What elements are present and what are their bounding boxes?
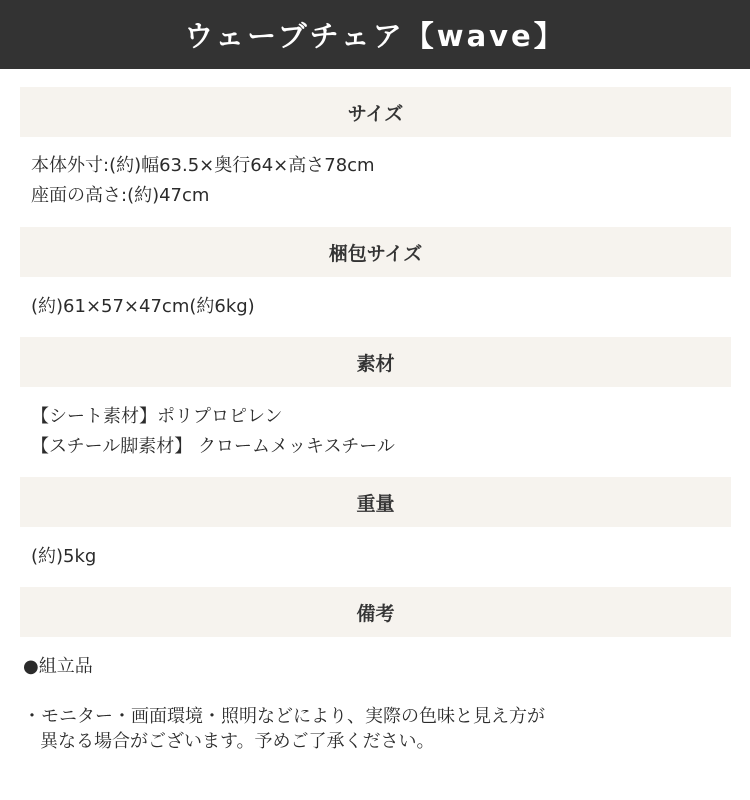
size-dimensions: 本体外寸:(約)幅63.5×奥行64×高さ78cm [31, 155, 375, 176]
disclaimer-line-1: ・モニター・画面環境・照明などにより、実際の色味と見え方が [23, 706, 545, 727]
leg-material: 【スチール脚素材】 クロームメッキスチール [31, 436, 395, 457]
section-header-material: 素材 [20, 337, 731, 387]
seat-material: 【シート素材】ポリプロピレン [31, 406, 283, 427]
assembly-note: ●組立品 [23, 656, 93, 677]
page-title: ウェーブチェア【wave】 [184, 19, 566, 53]
package-dimensions: (約)61×57×47cm(約6kg) [31, 296, 255, 317]
section-header-size: サイズ [20, 87, 731, 137]
title-bar [0, 0, 750, 69]
seat-height: 座面の高さ:(約)47cm [31, 185, 210, 206]
disclaimer-line-2: 異なる場合がございます。予めご了承ください。 [40, 731, 435, 752]
section-header-weight: 重量 [20, 477, 731, 527]
weight-value: (約)5kg [31, 546, 97, 567]
section-header-notes: 備考 [20, 587, 731, 637]
section-header-package-size: 梱包サイズ [20, 227, 731, 277]
